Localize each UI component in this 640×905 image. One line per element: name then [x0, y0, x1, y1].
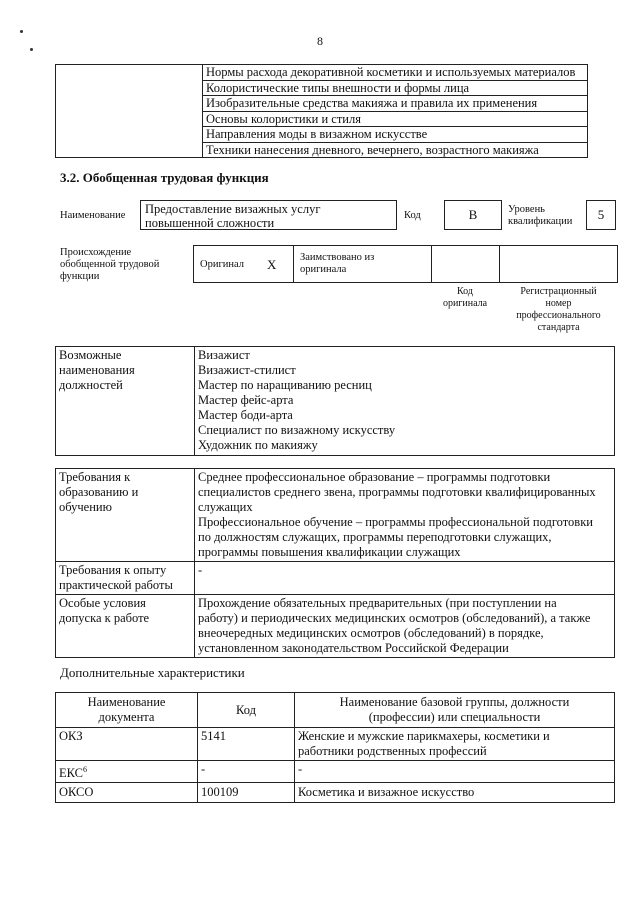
- group-name-line: работники родственных профессий: [298, 744, 487, 758]
- reg-caption: [499, 286, 618, 334]
- positions-label-line: должностей: [59, 378, 123, 392]
- position-item: Визажист-стилист: [198, 363, 296, 377]
- positions-list-cell: [195, 347, 615, 456]
- requirement-label-line: Требования к: [59, 470, 131, 484]
- header-line: (профессии) или специальности: [368, 710, 541, 724]
- requirement-line: Профессиональное обучение – программы профессиональной подготовки: [198, 515, 593, 529]
- additional-table: [55, 692, 615, 803]
- requirement-line: специалистов среднего звена, программы подготовки квалифицированных: [198, 485, 596, 499]
- origin-box: [193, 245, 618, 283]
- requirement-label-line: практической работы: [59, 578, 173, 592]
- table-row: [56, 469, 615, 562]
- code-box: [444, 200, 502, 230]
- doc-name: ЕКС: [59, 766, 83, 781]
- positions-table: [55, 346, 615, 456]
- origin-divider: [293, 245, 294, 283]
- table-row: [56, 65, 588, 81]
- name-cell: [295, 783, 615, 803]
- level-value: 5: [597, 207, 605, 222]
- original-label: Оригинал: [200, 259, 244, 270]
- table-cell: Нормы расхода декоративной косметики и используемых материалов: [203, 65, 588, 81]
- group-name-line: -: [298, 762, 303, 776]
- section-title: 3.2. Обобщенная трудовая функция: [60, 170, 269, 185]
- origin-label-line: Происхождение: [60, 247, 132, 258]
- code-cell: [198, 783, 295, 803]
- caption-line: номер: [545, 298, 572, 309]
- knowledge-table: [55, 64, 588, 158]
- position-item: Мастер боди-арта: [198, 408, 293, 422]
- table-cell: Изобразительные средства макияжа и правила их применения: [203, 96, 588, 112]
- caption-line: Регистрационный: [520, 286, 597, 297]
- doc-code: -: [201, 762, 206, 776]
- level-box: [586, 200, 616, 230]
- table-cell: Направления моды в визажном искусстве: [203, 127, 588, 143]
- position-item: Мастер по наращиванию ресниц: [198, 378, 372, 392]
- additional-title: Дополнительные характеристики: [60, 665, 245, 680]
- header-line: Наименование базовой группы, должности: [339, 695, 570, 709]
- requirement-line: Прохождение обязательных предварительных (при поступлении на: [198, 596, 557, 610]
- requirement-label-cell: [56, 469, 195, 562]
- requirement-value-cell: [195, 469, 615, 562]
- borrowed-label-line: Заимствовано из: [300, 252, 375, 263]
- origin-divider: [499, 245, 500, 283]
- code-value: B: [468, 207, 478, 222]
- table-header-row: [56, 693, 615, 728]
- code-cell: [198, 728, 295, 761]
- page-number: 8: [317, 34, 323, 48]
- requirement-label-line: образованию и: [59, 485, 139, 499]
- position-item: Художник по макияжу: [198, 438, 318, 452]
- doc-code: 100109: [201, 785, 239, 800]
- name-cell: [295, 728, 615, 761]
- header-cell: [56, 693, 198, 728]
- name-box: [140, 200, 397, 230]
- doc-cell: [56, 783, 198, 803]
- doc-cell: [56, 761, 198, 783]
- position-item: Визажист: [198, 348, 250, 362]
- header-cell: [198, 693, 295, 728]
- footnote-mark: 6: [83, 765, 87, 774]
- doc-name: ОКСО: [59, 785, 94, 800]
- name-cell: [295, 761, 615, 783]
- doc-name: ОКЗ: [59, 729, 83, 743]
- requirement-line: установленном законодательством Российской Федерации: [198, 641, 509, 655]
- requirement-label-line: Особые условия: [59, 596, 146, 610]
- requirement-line: работу) и периодических медицинских осмотров (обследований), а также: [198, 611, 591, 625]
- requirement-label-line: Требования к опыту: [59, 563, 167, 577]
- code-label: Код: [404, 210, 421, 221]
- positions-label-line: Возможные: [59, 348, 122, 362]
- position-item: Мастер фейс-арта: [198, 393, 294, 407]
- doc-code: 5141: [201, 729, 226, 743]
- requirement-line: служащих: [198, 500, 253, 514]
- positions-label-line: наименования: [59, 363, 135, 377]
- level-label-line: квалификации: [508, 216, 573, 227]
- requirement-value-cell: [195, 595, 615, 658]
- caption-line: профессионального: [516, 310, 601, 321]
- origin-label: [60, 247, 159, 283]
- position-item: Специалист по визажному искусству: [198, 423, 396, 437]
- borrowed-label-line: оригинала: [300, 264, 347, 275]
- original-mark: X: [267, 257, 277, 272]
- table-row: [56, 562, 615, 595]
- requirement-value-cell: [195, 562, 615, 595]
- requirement-line: по должностям служащих, программы переподготовки служащих,: [198, 530, 552, 544]
- group-name-line: Женские и мужские парикмахеры, косметики и: [298, 729, 550, 743]
- requirement-line: программы повышения квалификации служащих: [198, 545, 461, 559]
- doc-cell: [56, 728, 198, 761]
- caption-line: оригинала: [442, 298, 488, 309]
- requirement-label-cell: [56, 595, 195, 658]
- requirement-label-line: обучению: [59, 500, 112, 514]
- table-cell: Основы колористики и стиля: [203, 111, 588, 127]
- level-label: [508, 204, 572, 228]
- header-line: Наименование: [87, 695, 166, 709]
- level-label-line: Уровень: [508, 204, 545, 215]
- table-row: [56, 783, 615, 803]
- table-row: [56, 728, 615, 761]
- borrowed-label: [300, 252, 374, 276]
- caption-line: Код: [457, 286, 473, 297]
- table-row: [56, 595, 615, 658]
- requirement-label-cell: [56, 562, 195, 595]
- header-cell: [295, 693, 615, 728]
- empty-cell: [56, 65, 203, 158]
- positions-label-cell: [56, 347, 195, 456]
- origin-label-line: обобщенной трудовой: [60, 259, 160, 270]
- code-cell: [198, 761, 295, 783]
- requirements-table: [55, 468, 615, 658]
- name-line: Предоставление визажных услуг: [145, 202, 321, 216]
- origin-divider: [431, 245, 432, 283]
- name-line: повышенной сложности: [145, 216, 275, 230]
- table-row: [56, 761, 615, 783]
- header-line: Код: [236, 702, 256, 717]
- table-cell: Техники нанесения дневного, вечернего, возрастного макияжа: [203, 142, 588, 158]
- code-caption: [431, 286, 499, 310]
- header-line: документа: [98, 710, 155, 724]
- origin-label-line: функции: [60, 271, 100, 282]
- caption-line: стандарта: [537, 322, 580, 333]
- scan-dot: [20, 30, 23, 33]
- group-name-line: Косметика и визажное искусство: [298, 785, 475, 800]
- name-label: Наименование: [60, 210, 126, 221]
- table-row: [56, 347, 615, 456]
- table-cell: Колористические типы внешности и формы лица: [203, 80, 588, 96]
- requirement-line: внеочередных медицинских осмотров (обследований) в порядке,: [198, 626, 544, 640]
- requirement-label-line: допуска к работе: [59, 611, 150, 625]
- requirement-line: -: [198, 563, 203, 577]
- requirement-line: Среднее профессиональное образование – программы подготовки: [198, 470, 551, 484]
